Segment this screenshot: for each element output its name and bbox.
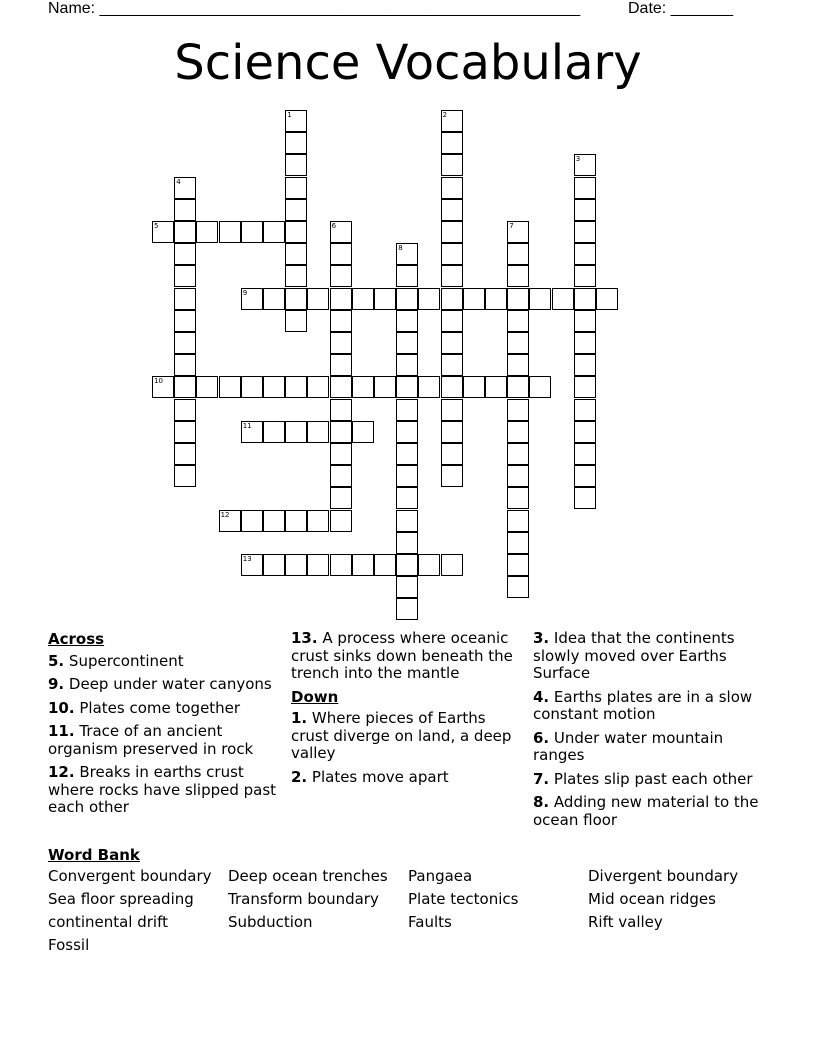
grid-cell[interactable]	[507, 443, 529, 465]
clue-number: 12	[220, 510, 230, 519]
grid-cell[interactable]	[174, 221, 196, 243]
word-bank-item: Rift valley	[588, 913, 663, 931]
grid-cell[interactable]	[396, 376, 418, 398]
grid-cell[interactable]	[174, 332, 196, 354]
grid-cell[interactable]	[574, 243, 596, 265]
grid-cell[interactable]	[196, 221, 218, 243]
grid-cell[interactable]	[396, 510, 418, 532]
grid-cell[interactable]	[529, 376, 551, 398]
grid-cell[interactable]	[263, 376, 285, 398]
grid-cell[interactable]	[330, 554, 352, 576]
grid-cell[interactable]	[285, 243, 307, 265]
grid-cell[interactable]	[241, 376, 263, 398]
grid-cell[interactable]	[174, 288, 196, 310]
clue-across-13: 13. A process where oceanic crust sinks down beneath the trench into the mantle	[291, 629, 513, 682]
grid-cell[interactable]	[441, 110, 463, 132]
word-bank-item: Fossil	[48, 936, 90, 954]
grid-cell[interactable]	[507, 332, 529, 354]
grid-cell[interactable]	[174, 310, 196, 332]
grid-cell[interactable]	[174, 421, 196, 443]
grid-cell[interactable]	[441, 221, 463, 243]
grid-cell[interactable]	[396, 465, 418, 487]
grid-cell[interactable]	[307, 376, 329, 398]
word-bank-item: Transform boundary	[228, 890, 379, 908]
grid-cell[interactable]	[174, 177, 196, 199]
grid-cell[interactable]	[396, 243, 418, 265]
clue-across-12: 12. Breaks in earths crust where rocks have slipped past each other	[48, 763, 277, 816]
word-bank-item: Sea floor spreading	[48, 890, 194, 908]
grid-cell[interactable]	[330, 376, 352, 398]
grid-cell[interactable]	[285, 554, 307, 576]
grid-cell[interactable]	[330, 510, 352, 532]
word-bank-item: continental drift	[48, 913, 168, 931]
grid-cell[interactable]	[174, 465, 196, 487]
grid-cell[interactable]	[330, 421, 352, 443]
word-bank-item: Subduction	[228, 913, 313, 931]
grid-cell[interactable]	[396, 265, 418, 287]
down-heading: Down	[291, 687, 339, 706]
grid-cell[interactable]	[529, 288, 551, 310]
grid-cell[interactable]	[396, 332, 418, 354]
grid-cell[interactable]	[507, 421, 529, 443]
grid-cell[interactable]	[441, 265, 463, 287]
across-heading: Across	[48, 630, 105, 648]
name-field-label: Name: ______________________________________________________	[48, 0, 581, 17]
clue-column-3	[533, 630, 768, 835]
word-bank-item: Deep ocean trenches	[228, 867, 388, 885]
grid-cell[interactable]	[441, 443, 463, 465]
grid-cell[interactable]	[219, 376, 241, 398]
grid-cell[interactable]	[152, 221, 174, 243]
grid-cell[interactable]	[285, 510, 307, 532]
grid-cell[interactable]	[263, 288, 285, 310]
grid-cell[interactable]	[441, 399, 463, 421]
grid-cell[interactable]	[441, 154, 463, 176]
grid-cell[interactable]	[396, 554, 418, 576]
grid-cell[interactable]	[330, 354, 352, 376]
grid-cell[interactable]	[174, 199, 196, 221]
grid-cell[interactable]	[574, 265, 596, 287]
grid-cell[interactable]	[574, 421, 596, 443]
grid-cell[interactable]	[352, 421, 374, 443]
clue-down-4: 4. Earths plates are in a slow constant motion	[533, 687, 753, 723]
grid-cell[interactable]	[418, 288, 440, 310]
grid-cell[interactable]	[574, 199, 596, 221]
grid-cell[interactable]	[441, 132, 463, 154]
grid-cell[interactable]	[596, 288, 618, 310]
grid-cell[interactable]	[463, 376, 485, 398]
grid-cell[interactable]	[396, 354, 418, 376]
grid-cell[interactable]	[352, 376, 374, 398]
grid-cell[interactable]	[219, 510, 241, 532]
grid-cell[interactable]	[352, 554, 374, 576]
grid-cell[interactable]	[441, 354, 463, 376]
grid-cell[interactable]	[285, 154, 307, 176]
grid-cell[interactable]	[463, 288, 485, 310]
grid-cell[interactable]	[241, 288, 263, 310]
clue-down-3: 3. Idea that the continents slowly moved over Earths Surface	[533, 629, 735, 682]
page-title: Science Vocabulary	[174, 35, 642, 91]
word-bank-item: Convergent boundary	[48, 867, 212, 885]
grid-cell[interactable]	[285, 288, 307, 310]
grid-cell[interactable]	[285, 199, 307, 221]
word-bank-item: Plate tectonics	[408, 890, 519, 908]
clue-across-5: 5. Supercontinent	[48, 651, 184, 670]
grid-cell[interactable]	[507, 221, 529, 243]
grid-cell[interactable]	[330, 332, 352, 354]
clue-number: 3	[575, 155, 581, 164]
grid-cell[interactable]	[330, 443, 352, 465]
grid-cell[interactable]	[441, 199, 463, 221]
clue-column-2	[291, 630, 526, 792]
grid-cell[interactable]	[330, 288, 352, 310]
grid-cell[interactable]	[441, 288, 463, 310]
word-bank-item: Pangaea	[408, 867, 473, 885]
grid-cell[interactable]	[241, 510, 263, 532]
grid-cell[interactable]	[396, 443, 418, 465]
clue-number: 1	[287, 111, 292, 119]
grid-cell[interactable]	[285, 221, 307, 243]
grid-cell[interactable]	[330, 399, 352, 421]
grid-cell[interactable]	[507, 510, 529, 532]
grid-cell[interactable]	[418, 376, 440, 398]
grid-cell[interactable]	[552, 288, 574, 310]
word-bank-item: Faults	[408, 913, 452, 931]
clue-number: 9	[242, 288, 248, 297]
clue-down-1: 1. Where pieces of Earths crust diverge on land, a deep valley	[291, 709, 512, 762]
grid-cell[interactable]	[263, 510, 285, 532]
word-bank-item: Divergent boundary	[588, 867, 739, 885]
grid-cell[interactable]	[574, 310, 596, 332]
grid-cell[interactable]	[441, 421, 463, 443]
grid-cell[interactable]	[574, 177, 596, 199]
grid-cell[interactable]	[396, 310, 418, 332]
grid-cell[interactable]	[418, 554, 440, 576]
grid-cell[interactable]	[574, 332, 596, 354]
clue-number: 4	[176, 177, 181, 186]
word-bank-item: Mid ocean ridges	[588, 890, 716, 908]
grid-cell[interactable]	[507, 554, 529, 576]
grid-cell[interactable]	[507, 265, 529, 287]
grid-cell[interactable]	[441, 310, 463, 332]
grid-cell[interactable]	[174, 354, 196, 376]
clue-number: 10	[154, 377, 163, 386]
grid-cell[interactable]	[396, 288, 418, 310]
grid-cell[interactable]	[441, 554, 463, 576]
grid-cell[interactable]	[441, 332, 463, 354]
clue-number: 7	[509, 222, 514, 230]
clue-across-10: 10. Plates come together	[48, 698, 241, 717]
clue-number: 13	[242, 555, 252, 563]
clue-down-2: 2. Plates move apart	[291, 767, 449, 786]
grid-cell[interactable]	[574, 154, 596, 176]
grid-cell[interactable]	[241, 554, 263, 576]
grid-cell[interactable]	[396, 421, 418, 443]
grid-cell[interactable]	[174, 376, 196, 398]
grid-cell[interactable]	[263, 221, 285, 243]
grid-cell[interactable]	[441, 465, 463, 487]
clue-down-8: 8. Adding new material to the ocean floor	[533, 793, 759, 829]
grid-cell[interactable]	[330, 465, 352, 487]
grid-cell[interactable]	[241, 421, 263, 443]
grid-cell[interactable]	[241, 221, 263, 243]
grid-cell[interactable]	[152, 376, 174, 398]
grid-cell[interactable]	[174, 265, 196, 287]
grid-cell[interactable]	[285, 310, 307, 332]
grid-cell[interactable]	[396, 576, 418, 598]
grid-cell[interactable]	[285, 177, 307, 199]
grid-cell[interactable]	[307, 288, 329, 310]
clue-number: 6	[331, 222, 337, 230]
grid-cell[interactable]	[174, 399, 196, 421]
clue-number: 8	[398, 244, 403, 253]
grid-cell[interactable]	[441, 243, 463, 265]
word-bank-heading: Word Bank	[48, 846, 140, 864]
grid-cell[interactable]	[441, 376, 463, 398]
grid-cell[interactable]	[396, 487, 418, 509]
grid-cell[interactable]	[507, 576, 529, 598]
grid-cell[interactable]	[574, 288, 596, 310]
grid-cell[interactable]	[507, 532, 529, 554]
grid-cell[interactable]	[307, 510, 329, 532]
grid-cell[interactable]	[374, 288, 396, 310]
grid-cell[interactable]	[441, 177, 463, 199]
grid-cell[interactable]	[507, 243, 529, 265]
grid-cell[interactable]	[219, 221, 241, 243]
grid-cell[interactable]	[396, 399, 418, 421]
clue-number: 2	[442, 111, 448, 119]
grid-cell[interactable]	[574, 487, 596, 509]
grid-cell[interactable]	[507, 465, 529, 487]
grid-cell[interactable]	[374, 376, 396, 398]
clue-number: 5	[154, 222, 159, 230]
grid-cell[interactable]	[174, 443, 196, 465]
grid-cell[interactable]	[374, 554, 396, 576]
grid-cell[interactable]	[574, 399, 596, 421]
grid-cell[interactable]	[263, 554, 285, 576]
clue-across-11: 11. Trace of an ancient organism preserved in rock	[48, 722, 254, 758]
grid-cell[interactable]	[507, 288, 529, 310]
grid-cell[interactable]	[574, 465, 596, 487]
clue-down-7: 7. Plates slip past each other	[533, 769, 753, 788]
clue-number: 11	[242, 421, 252, 430]
grid-cell[interactable]	[507, 354, 529, 376]
grid-cell[interactable]	[263, 421, 285, 443]
grid-cell[interactable]	[307, 421, 329, 443]
grid-cell[interactable]	[485, 376, 507, 398]
grid-cell[interactable]	[285, 132, 307, 154]
grid-cell[interactable]	[352, 288, 374, 310]
grid-cell[interactable]	[507, 310, 529, 332]
grid-cell[interactable]	[285, 110, 307, 132]
grid-cell[interactable]	[507, 399, 529, 421]
grid-cell[interactable]	[285, 265, 307, 287]
grid-cell[interactable]	[330, 221, 352, 243]
grid-cell[interactable]	[330, 487, 352, 509]
clue-column-1	[48, 630, 283, 823]
grid-cell[interactable]	[507, 487, 529, 509]
grid-cell[interactable]	[574, 221, 596, 243]
grid-cell[interactable]	[574, 376, 596, 398]
grid-cell[interactable]	[196, 376, 218, 398]
grid-cell[interactable]	[285, 421, 307, 443]
grid-cell[interactable]	[330, 243, 352, 265]
grid-cell[interactable]	[330, 310, 352, 332]
grid-cell[interactable]	[330, 265, 352, 287]
clue-across-9: 9. Deep under water canyons	[48, 675, 272, 693]
grid-cell[interactable]	[574, 443, 596, 465]
grid-cell[interactable]	[396, 532, 418, 554]
grid-cell[interactable]	[174, 243, 196, 265]
grid-cell[interactable]	[285, 376, 307, 398]
date-field-label: Date: _______	[628, 0, 733, 17]
grid-cell[interactable]	[396, 598, 418, 620]
clue-down-6: 6. Under water mountain ranges	[533, 728, 724, 764]
grid-cell[interactable]	[574, 354, 596, 376]
grid-cell[interactable]	[507, 376, 529, 398]
grid-cell[interactable]	[307, 554, 329, 576]
grid-cell[interactable]	[485, 288, 507, 310]
